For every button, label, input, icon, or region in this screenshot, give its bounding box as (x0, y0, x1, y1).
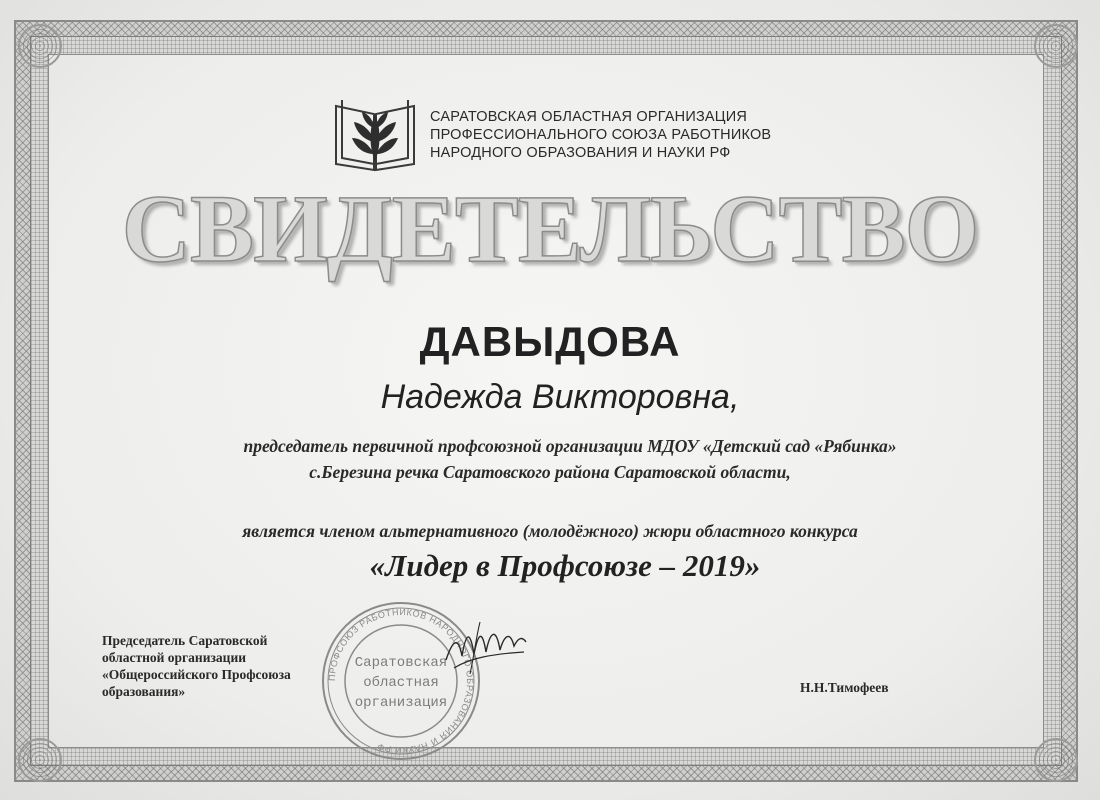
recipient-position-line-1: председатель первичной профсоюзной организации МДОУ «Детский сад «Рябинка» (243, 436, 897, 456)
signer-title-line-1: Председатель Саратовской (102, 633, 268, 648)
membership-statement: является членом альтернативного (молодёжного) жюри областного конкурса (242, 521, 858, 541)
corner-ornament-bottom-right (1034, 738, 1078, 782)
book-leaf-logo-icon (330, 92, 420, 172)
handwritten-signature (440, 612, 530, 682)
certificate-title: СВИДЕТЕЛЬСТВО (121, 175, 979, 282)
org-line-3: НАРОДНОГО ОБРАЗОВАНИЯ И НАУКИ РФ (430, 145, 731, 161)
contest-name: «Лидер в Профсоюзе – 2019» (369, 548, 761, 583)
stamp-center-line-1: Саратовская (354, 655, 448, 671)
recipient-surname: ДАВЫДОВА (419, 318, 681, 365)
organization-name (430, 108, 850, 162)
recipient-given-names: Надежда Викторовна, (380, 378, 740, 416)
corner-ornament-bottom-left (18, 738, 62, 782)
corner-ornament-top-right (1034, 24, 1078, 68)
recipient-position-line-2: с.Березина речка Саратовского района Саратовской области, (309, 462, 791, 482)
signer-title-line-3: «Общероссийского Профсоюза (102, 667, 291, 682)
stamp-center-line-3: организация (354, 695, 448, 711)
stamp-center-line-2: областная (363, 675, 439, 691)
corner-ornament-top-left (18, 24, 62, 68)
stamp-ring-text: ПРОФСОЮЗ РАБОТНИКОВ НАРОДНОГО ОБРАЗОВАНИЯ И НАУКИ РФ (326, 606, 476, 756)
org-line-1: САРАТОВСКАЯ ОБЛАСТНАЯ ОРГАНИЗАЦИЯ (430, 109, 748, 125)
signer-name: Н.Н.Тимофеев (800, 680, 889, 695)
signer-title-line-4: образования» (102, 684, 186, 699)
org-line-2: ПРОФЕССИОНАЛЬНОГО СОЮЗА РАБОТНИКОВ (430, 127, 772, 143)
signer-title-line-2: областной организации (102, 650, 246, 665)
